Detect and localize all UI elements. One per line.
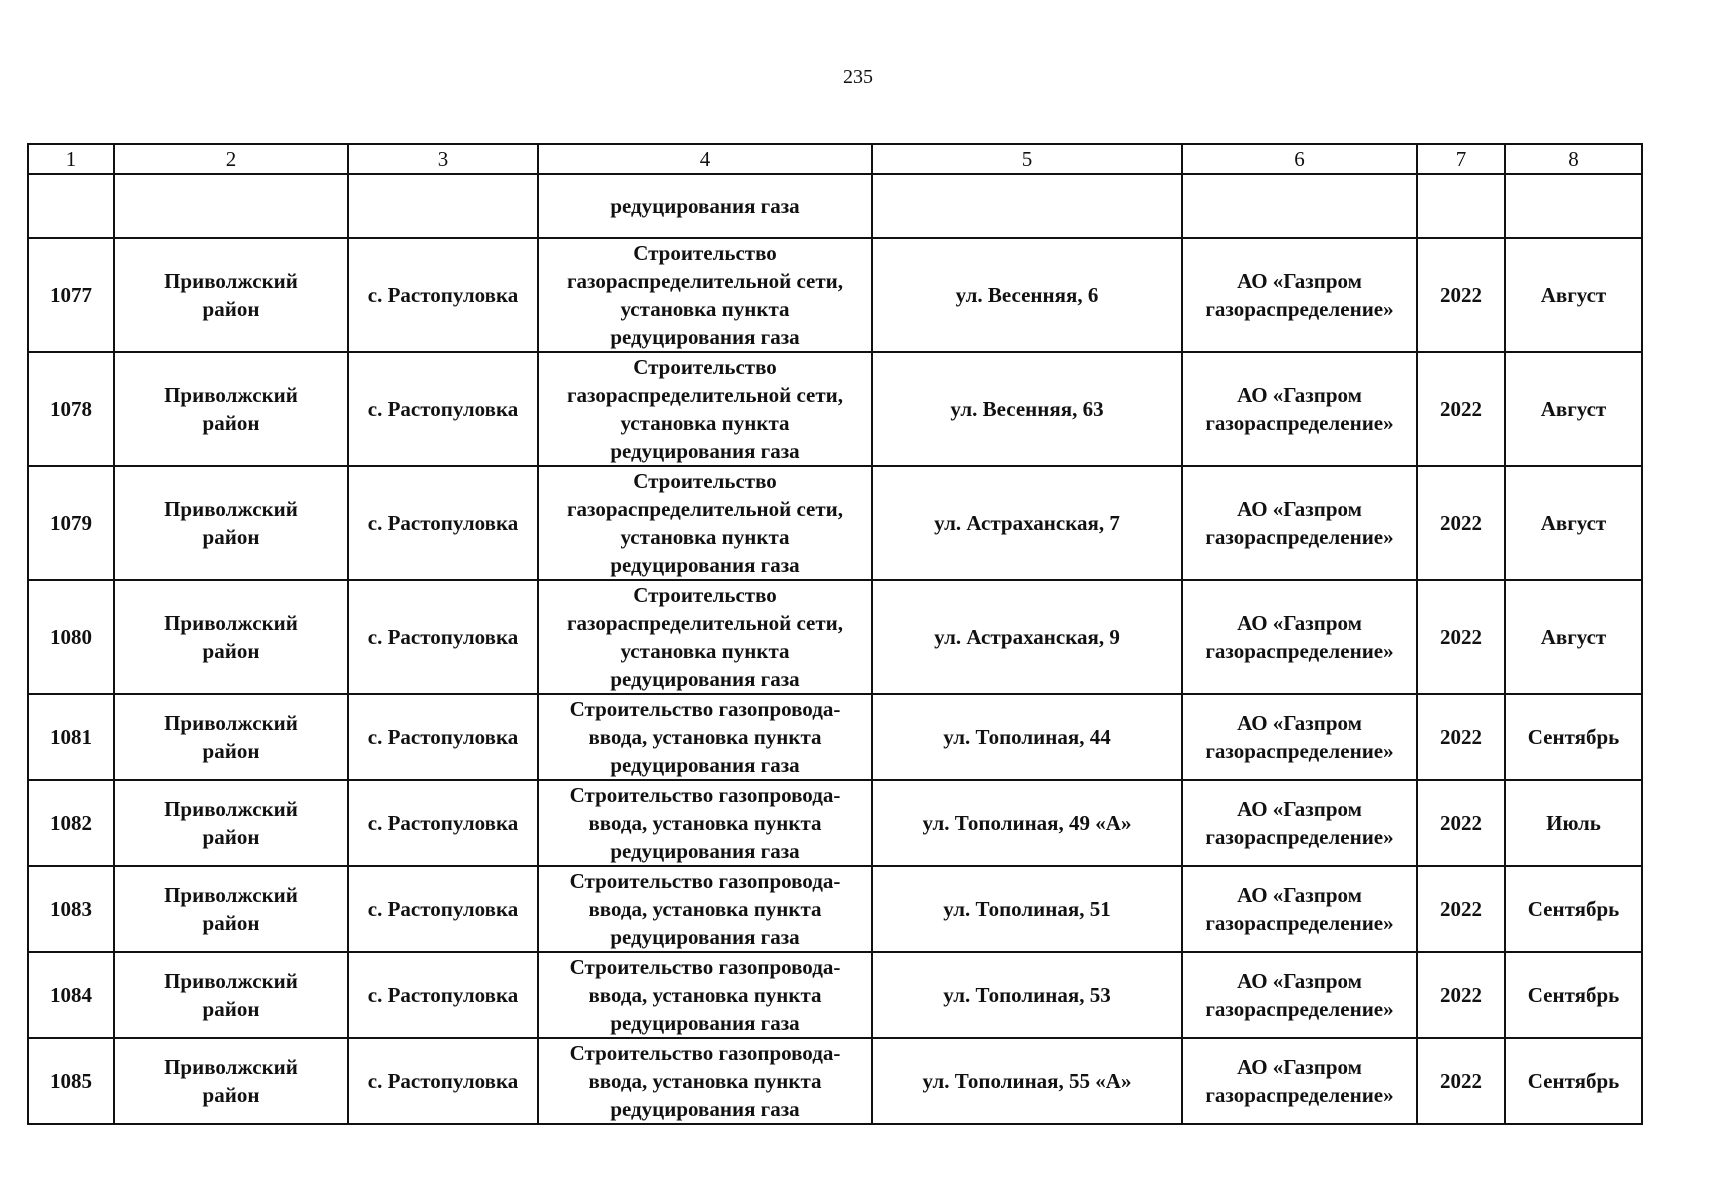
district-cell — [114, 952, 348, 1038]
district-cell — [114, 694, 348, 780]
work-description-cell-line: Строительство — [633, 241, 777, 265]
organization-cell-line: газораспределение» — [1205, 825, 1394, 849]
district-cell-line: Приволжский — [164, 611, 298, 635]
work-description-cell-line: газораспределительной сети, — [566, 269, 844, 293]
village-cell: с. Растопуловка — [348, 238, 538, 352]
cont-cell-7 — [1417, 174, 1505, 238]
row-number-cell: 1084 — [28, 952, 114, 1038]
organization-cell-line: газораспределение» — [1205, 739, 1394, 763]
table-row — [28, 694, 1642, 780]
address-cell: ул. Тополиная, 44 — [872, 694, 1182, 780]
row-number-cell: 1082 — [28, 780, 114, 866]
organization-cell-line: газораспределение» — [1205, 911, 1394, 935]
work-description-cell — [538, 952, 872, 1038]
district-cell-line: Приволжский — [164, 711, 298, 735]
work-description-cell-line: ввода, установка пункта — [588, 1069, 822, 1093]
village-cell: с. Растопуловка — [348, 580, 538, 694]
work-description-cell-line: газораспределительной сети, — [566, 383, 844, 407]
address-cell: ул. Астраханская, 7 — [872, 466, 1182, 580]
organization-cell — [1182, 238, 1417, 352]
month-cell: Август — [1505, 238, 1642, 352]
table-row — [28, 466, 1642, 580]
header-col-2: 2 — [114, 144, 348, 174]
organization-cell — [1182, 694, 1417, 780]
district-cell-line: район — [202, 525, 260, 549]
header-col-8: 8 — [1505, 144, 1642, 174]
work-description-cell-line: Строительство — [633, 355, 777, 379]
work-description-cell-line: Строительство — [633, 469, 777, 493]
organization-cell-line: газораспределение» — [1205, 411, 1394, 435]
district-cell — [114, 866, 348, 952]
address-cell: ул. Тополиная, 51 — [872, 866, 1182, 952]
table-row — [28, 238, 1642, 352]
page-number: 235 — [843, 66, 873, 88]
address-cell: ул. Тополиная, 49 «А» — [872, 780, 1182, 866]
organization-cell-line: АО «Газпром — [1237, 269, 1362, 293]
work-description-cell — [538, 466, 872, 580]
work-description-cell — [538, 866, 872, 952]
organization-cell-line: АО «Газпром — [1237, 611, 1362, 635]
month-cell: Август — [1505, 466, 1642, 580]
month-cell: Сентябрь — [1505, 1038, 1642, 1124]
header-col-1: 1 — [28, 144, 114, 174]
header-col-6: 6 — [1182, 144, 1417, 174]
year-cell: 2022 — [1417, 1038, 1505, 1124]
year-cell: 2022 — [1417, 238, 1505, 352]
work-description-cell-line: ввода, установка пункта — [588, 725, 822, 749]
month-cell: Август — [1505, 580, 1642, 694]
year-cell: 2022 — [1417, 352, 1505, 466]
row-number-cell: 1080 — [28, 580, 114, 694]
district-cell — [114, 1038, 348, 1124]
work-description-cell — [538, 780, 872, 866]
work-description-cell-line: Строительство газопровода- — [569, 783, 841, 807]
cont-cell-5 — [872, 174, 1182, 238]
organization-cell-line: АО «Газпром — [1237, 711, 1362, 735]
month-cell: Сентябрь — [1505, 952, 1642, 1038]
work-description-cell-line: установка пункта — [620, 297, 790, 321]
district-cell-line: район — [202, 639, 260, 663]
village-cell: с. Растопуловка — [348, 466, 538, 580]
table-row — [28, 580, 1642, 694]
work-description-cell-line: редуцирования газа — [610, 1011, 800, 1035]
address-cell: ул. Тополиная, 53 — [872, 952, 1182, 1038]
district-cell-line: Приволжский — [164, 269, 298, 293]
village-cell: с. Растопуловка — [348, 1038, 538, 1124]
work-description-cell-line: установка пункта — [620, 639, 790, 663]
address-cell: ул. Весенняя, 6 — [872, 238, 1182, 352]
header-row — [28, 144, 1642, 174]
organization-cell — [1182, 580, 1417, 694]
row-number-cell: 1078 — [28, 352, 114, 466]
district-cell — [114, 580, 348, 694]
work-description-cell — [538, 238, 872, 352]
work-description-cell — [538, 352, 872, 466]
work-description-cell-line: редуцирования газа — [610, 839, 800, 863]
year-cell: 2022 — [1417, 694, 1505, 780]
district-cell-line: район — [202, 1083, 260, 1107]
district-cell — [114, 238, 348, 352]
district-cell — [114, 466, 348, 580]
cont-cell-3 — [348, 174, 538, 238]
organization-cell-line: АО «Газпром — [1237, 383, 1362, 407]
row-number-cell: 1079 — [28, 466, 114, 580]
district-cell-line: район — [202, 825, 260, 849]
month-cell: Сентябрь — [1505, 866, 1642, 952]
work-description-cell-line: Строительство газопровода- — [569, 697, 841, 721]
organization-cell — [1182, 1038, 1417, 1124]
village-cell: с. Растопуловка — [348, 780, 538, 866]
work-description-cell-line: редуцирования газа — [610, 553, 800, 577]
work-description-cell-line: редуцирования газа — [610, 753, 800, 777]
district-cell — [114, 780, 348, 866]
header-col-7: 7 — [1417, 144, 1505, 174]
work-description-cell-line: ввода, установка пункта — [588, 897, 822, 921]
year-cell: 2022 — [1417, 780, 1505, 866]
row-number-cell: 1085 — [28, 1038, 114, 1124]
header-col-4: 4 — [538, 144, 872, 174]
row-number-cell: 1081 — [28, 694, 114, 780]
work-description-cell-line: редуцирования газа — [610, 667, 800, 691]
organization-cell-line: АО «Газпром — [1237, 497, 1362, 521]
work-description-cell-line: газораспределительной сети, — [566, 611, 844, 635]
table-row — [28, 952, 1642, 1038]
address-cell: ул. Астраханская, 9 — [872, 580, 1182, 694]
work-description-cell-line: ввода, установка пункта — [588, 983, 822, 1007]
work-description-cell-line: ввода, установка пункта — [588, 811, 822, 835]
row-number-cell: 1077 — [28, 238, 114, 352]
village-cell: с. Растопуловка — [348, 694, 538, 780]
work-description-cell-line: Строительство газопровода- — [569, 869, 841, 893]
work-description-cell — [538, 580, 872, 694]
organization-cell-line: АО «Газпром — [1237, 797, 1362, 821]
organization-cell-line: АО «Газпром — [1237, 1055, 1362, 1079]
month-cell: Сентябрь — [1505, 694, 1642, 780]
work-description-cell-line: Строительство газопровода- — [569, 1041, 841, 1065]
organization-cell — [1182, 952, 1417, 1038]
organization-cell — [1182, 352, 1417, 466]
district-cell-line: Приволжский — [164, 1055, 298, 1079]
organization-cell — [1182, 466, 1417, 580]
work-description-cell-line: редуцирования газа — [610, 439, 800, 463]
organization-cell — [1182, 780, 1417, 866]
district-cell-line: Приволжский — [164, 383, 298, 407]
table-row — [28, 780, 1642, 866]
village-cell: с. Растопуловка — [348, 952, 538, 1038]
work-description-cell-line: редуцирования газа — [610, 1097, 800, 1121]
cont-cell-1 — [28, 174, 114, 238]
work-description-cell-line: редуцирования газа — [610, 325, 800, 349]
address-cell: ул. Тополиная, 55 «А» — [872, 1038, 1182, 1124]
work-description-cell-line: редуцирования газа — [610, 925, 800, 949]
table-row — [28, 352, 1642, 466]
cont-cell-6 — [1182, 174, 1417, 238]
work-description-cell — [538, 1038, 872, 1124]
organization-cell-line: АО «Газпром — [1237, 883, 1362, 907]
year-cell: 2022 — [1417, 866, 1505, 952]
organization-cell-line: газораспределение» — [1205, 639, 1394, 663]
district-cell-line: Приволжский — [164, 969, 298, 993]
cont-cell-work: редуцирования газа — [538, 174, 872, 238]
district-cell-line: Приволжский — [164, 883, 298, 907]
year-cell: 2022 — [1417, 580, 1505, 694]
district-cell-line: район — [202, 297, 260, 321]
district-cell-line: район — [202, 911, 260, 935]
work-description-cell-line: Строительство газопровода- — [569, 955, 841, 979]
work-description-cell-line: газораспределительной сети, — [566, 497, 844, 521]
work-description-cell — [538, 694, 872, 780]
table-row — [28, 1038, 1642, 1124]
work-description-cell-line: установка пункта — [620, 411, 790, 435]
village-cell: с. Растопуловка — [348, 352, 538, 466]
cont-cell-8 — [1505, 174, 1642, 238]
organization-cell-line: газораспределение» — [1205, 297, 1394, 321]
year-cell: 2022 — [1417, 466, 1505, 580]
header-col-3: 3 — [348, 144, 538, 174]
work-description-cell-line: Строительство — [633, 583, 777, 607]
cont-cell-2 — [114, 174, 348, 238]
district-cell-line: район — [202, 411, 260, 435]
works-table — [27, 143, 1643, 1125]
continuation-row — [28, 174, 1642, 238]
header-col-5: 5 — [872, 144, 1182, 174]
work-description-cell-line: установка пункта — [620, 525, 790, 549]
district-cell-line: Приволжский — [164, 497, 298, 521]
district-cell-line: район — [202, 739, 260, 763]
district-cell-line: район — [202, 997, 260, 1021]
village-cell: с. Растопуловка — [348, 866, 538, 952]
organization-cell-line: газораспределение» — [1205, 997, 1394, 1021]
organization-cell-line: АО «Газпром — [1237, 969, 1362, 993]
row-number-cell: 1083 — [28, 866, 114, 952]
address-cell: ул. Весенняя, 63 — [872, 352, 1182, 466]
table-row — [28, 866, 1642, 952]
month-cell: Июль — [1505, 780, 1642, 866]
district-cell — [114, 352, 348, 466]
month-cell: Август — [1505, 352, 1642, 466]
organization-cell — [1182, 866, 1417, 952]
district-cell-line: Приволжский — [164, 797, 298, 821]
year-cell: 2022 — [1417, 952, 1505, 1038]
organization-cell-line: газораспределение» — [1205, 525, 1394, 549]
organization-cell-line: газораспределение» — [1205, 1083, 1394, 1107]
